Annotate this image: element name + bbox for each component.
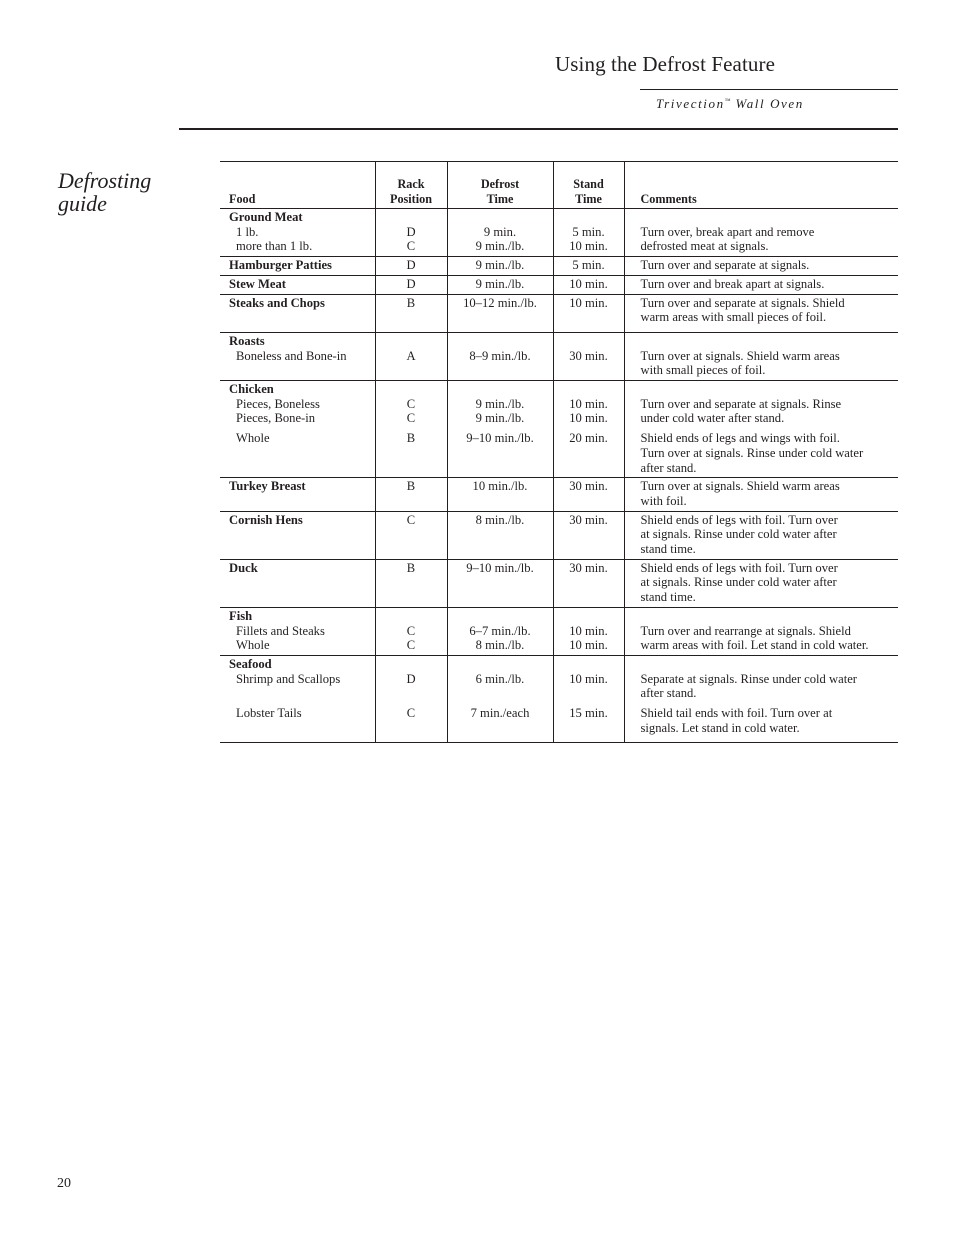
table-row (220, 511, 898, 559)
defrost-cell: 9–10 min./lb. (447, 559, 553, 607)
food-cell: Seafood Shrimp and Scallops Lobster Tails (229, 656, 341, 721)
rack-cell: D C (375, 209, 447, 257)
food-cell: Steaks and Chops (229, 295, 325, 310)
defrost-cell: 8–9 min./lb. (447, 332, 553, 380)
rack-cell: C (375, 511, 447, 559)
trademark-symbol: ™ (724, 98, 731, 105)
table-row (220, 294, 898, 332)
comments-cell: Turn over and break apart at signals. (624, 275, 898, 294)
food-cell: Cornish Hens (229, 512, 303, 527)
stand-cell: 30 min. (553, 332, 624, 380)
comments-cell: Turn over at signals. Shield warm areas with foil. (624, 478, 898, 511)
subtitle-product: Wall Oven (730, 96, 804, 111)
food-cell: Duck (229, 560, 258, 575)
comments-cell: Separate at signals. Rinse under cold water after stand. Shield tail ends with foil. Turn over at signals. Let stand in cold water. (624, 655, 898, 742)
table-row (220, 209, 898, 257)
column-header-food: Food (229, 191, 256, 206)
food-cell: Stew Meat (229, 276, 286, 291)
table-row (220, 257, 898, 276)
rack-cell: D (375, 257, 447, 276)
section-title (58, 169, 151, 215)
stand-cell: 30 min. (553, 511, 624, 559)
stand-cell: 10 min. (553, 294, 624, 332)
page-header-subtitle (656, 96, 804, 112)
stand-cell: 5 min. 10 min. (553, 209, 624, 257)
comments-cell: Shield ends of legs with foil. Turn over at signals. Rinse under cold water after stand time. (624, 559, 898, 607)
main-divider (179, 128, 898, 130)
table-row (220, 332, 898, 380)
rack-cell: B (375, 478, 447, 511)
food-cell: Fish Fillets and Steaks Whole (229, 608, 325, 653)
page-number: 20 (57, 1176, 71, 1191)
table-row (220, 381, 898, 478)
column-header-defrost-time: Defrost Time (447, 162, 553, 209)
table-header-row (220, 162, 898, 209)
page-header-title: Using the Defrost Feature (555, 52, 776, 76)
defrost-cell: 9 min./lb. (447, 257, 553, 276)
section-title-line: guide (58, 191, 107, 216)
comments-cell: Turn over and separate at signals. Rinse under cold water after stand. Shield ends of legs and wings with foil. Turn over at signals. Rinse under cold water after stand. (624, 381, 898, 478)
rack-cell: D (375, 275, 447, 294)
food-cell: Roasts Boneless and Bone-in (229, 333, 347, 363)
rack-cell: D C (375, 655, 447, 742)
stand-cell: 30 min. (553, 478, 624, 511)
defrosting-table-container (220, 161, 898, 743)
rack-cell: C C B (375, 381, 447, 478)
food-cell: Hamburger Patties (229, 258, 332, 273)
subtitle-brand: Trivection (656, 96, 725, 111)
comments-cell: Turn over, break apart and remove defrosted meat at signals. (624, 209, 898, 257)
comments-cell: Turn over and separate at signals. (624, 257, 898, 276)
comments-cell: Turn over and rearrange at signals. Shield warm areas with foil. Let stand in cold water. (624, 607, 898, 655)
header-rule (640, 89, 898, 90)
comments-cell: Turn over at signals. Shield warm areas with small pieces of foil. (624, 332, 898, 380)
table-row (220, 478, 898, 511)
defrost-cell: 9 min./lb. 9 min./lb. 9–10 min./lb. (447, 381, 553, 478)
stand-cell: 10 min. 10 min. (553, 607, 624, 655)
food-cell: Chicken Pieces, Boneless Pieces, Bone-in Whole (229, 382, 320, 446)
rack-cell: C C (375, 607, 447, 655)
defrost-cell: 8 min./lb. (447, 511, 553, 559)
defrost-cell: 10–12 min./lb. (447, 294, 553, 332)
comments-cell: Turn over and separate at signals. Shield warm areas with small pieces of foil. (624, 294, 898, 332)
stand-cell: 10 min. 15 min. (553, 655, 624, 742)
rack-cell: A (375, 332, 447, 380)
table-row (220, 275, 898, 294)
table-row (220, 559, 898, 607)
column-header-stand-time: Stand Time (553, 162, 624, 209)
section-title-line: Defrosting (58, 168, 152, 193)
food-cell: Ground Meat 1 lb. more than 1 lb. (229, 210, 313, 254)
stand-cell: 10 min. (553, 275, 624, 294)
defrost-cell: 6–7 min./lb. 8 min./lb. (447, 607, 553, 655)
food-cell: Turkey Breast (229, 479, 306, 494)
column-header-rack-position: Rack Position (375, 162, 447, 209)
table-row (220, 655, 898, 742)
column-header-comments: Comments (624, 162, 898, 209)
stand-cell: 30 min. (553, 559, 624, 607)
defrosting-table (220, 161, 898, 743)
defrost-cell: 9 min./lb. (447, 275, 553, 294)
stand-cell: 10 min. 10 min. 20 min. (553, 381, 624, 478)
rack-cell: B (375, 559, 447, 607)
defrost-cell: 6 min./lb. 7 min./each (447, 655, 553, 742)
table-row (220, 607, 898, 655)
rack-cell: B (375, 294, 447, 332)
defrost-cell: 10 min./lb. (447, 478, 553, 511)
stand-cell: 5 min. (553, 257, 624, 276)
defrost-cell: 9 min. 9 min./lb. (447, 209, 553, 257)
comments-cell: Shield ends of legs with foil. Turn over at signals. Rinse under cold water after stand time. (624, 511, 898, 559)
